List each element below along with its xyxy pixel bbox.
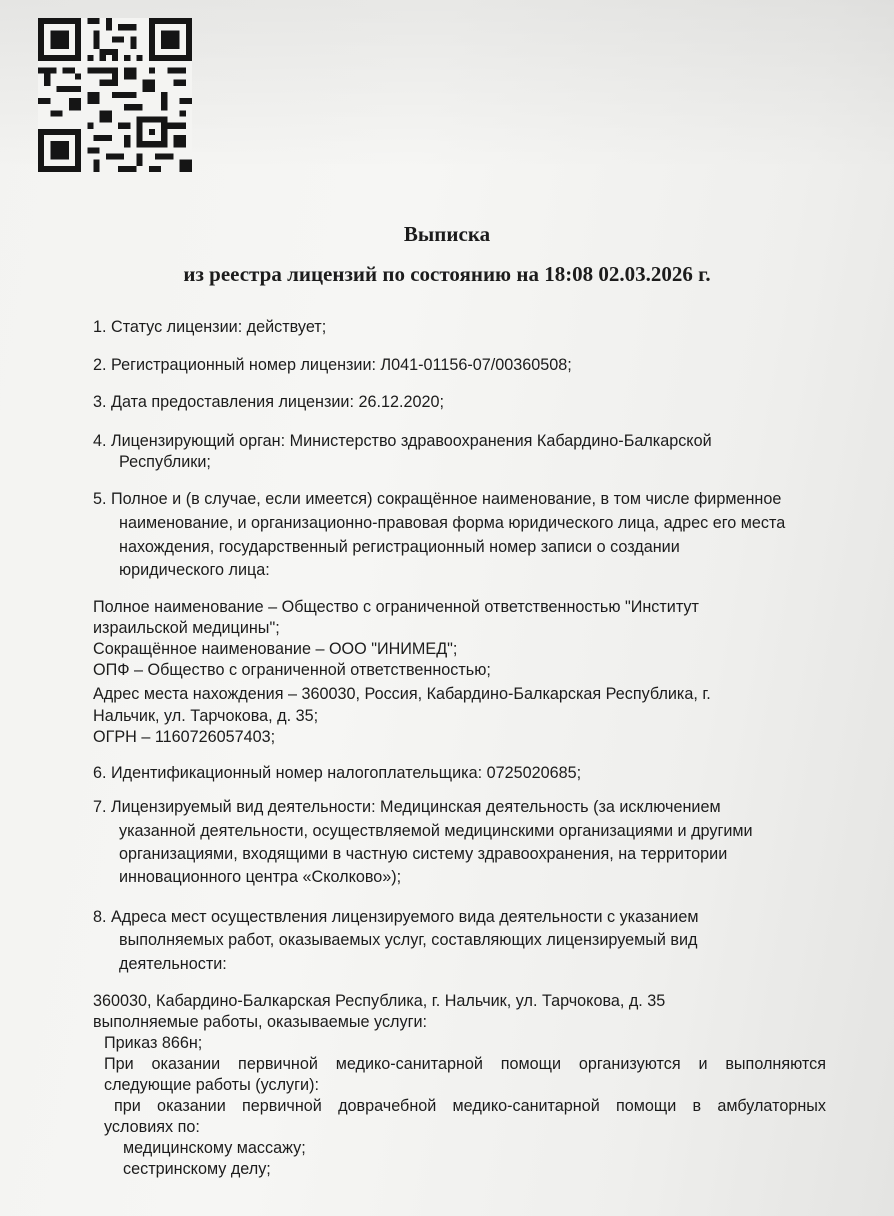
org-full-name-line-1: Полное наименование – Общество с ограниченной ответственностью "Институт (93, 598, 699, 616)
qr-code-icon (38, 18, 192, 172)
item-5-line-2: наименование, и организационно-правовая форма юридического лица, адрес его места (119, 514, 786, 532)
works-services-heading: выполняемые работы, оказываемые услуги: (93, 1013, 428, 1031)
item-7-line-2: указанной деятельности, осуществляемой медицинскими организациями и другими (119, 822, 753, 840)
document-title: Выписка (403, 222, 491, 246)
document-subtitle: из реестра лицензий по состоянию на 18:08 02.03.2026 г. (183, 262, 711, 286)
item-7-line-4: инновационного центра «Сколково»); (119, 868, 402, 886)
item-4-line-1: 4. Лицензирующий орган: Министерство здравоохранения Кабардино-Балкарской (93, 432, 712, 450)
item-7-line-1: 7. Лицензируемый вид деятельности: Медицинская деятельность (за исключением (93, 798, 721, 816)
item-5-line-3: нахождения, государственный регистрационный номер записи о создании (119, 538, 680, 556)
item-7-line-3: организациями, входящими в частную систему здравоохранения, на территории (119, 845, 728, 863)
org-address-line-2: Нальчик, ул. Тарчокова, д. 35; (93, 707, 319, 725)
item-4-line-2: Республики; (119, 453, 211, 471)
item-3-issue-date: 3. Дата предоставления лицензии: 26.12.2020; (93, 393, 444, 411)
item-8-line-3: деятельности: (119, 955, 227, 973)
service-nursing: сестринскому делу; (123, 1160, 271, 1178)
service-medical-massage: медицинскому массажу; (123, 1139, 306, 1157)
item-6-inn: 6. Идентификационный номер налогоплательщика: 0725020685; (93, 764, 582, 782)
prehospital-care-line-2: условиях по: (104, 1118, 200, 1136)
item-2-registration-number: 2. Регистрационный номер лицензии: Л041-01156-07/00360508; (93, 356, 572, 374)
org-address-line-1: Адрес места нахождения – 360030, Россия, Кабардино-Балкарская Республика, г. (93, 685, 711, 703)
primary-care-line-1: При оказании первичной медико-санитарной помощи организуются и выполняются (104, 1055, 826, 1073)
item-8-line-1: 8. Адреса мест осуществления лицензируемого вида деятельности с указанием (93, 908, 699, 926)
primary-care-line-2: следующие работы (услуги): (104, 1076, 319, 1094)
org-short-name: Сокращённое наименование – ООО "ИНИМЕД"; (93, 640, 458, 658)
activity-address: 360030, Кабардино-Балкарская Республика, г. Нальчик, ул. Тарчокова, д. 35 (93, 992, 666, 1010)
prehospital-care-line-1: при оказании первичной доврачебной медико-санитарной помощи в амбулаторных (114, 1097, 826, 1115)
org-legal-form: ОПФ – Общество с ограниченной ответственностью; (93, 661, 491, 679)
order-number: Приказ 866н; (104, 1034, 203, 1052)
org-full-name-line-2: израильской медицины"; (93, 619, 280, 637)
item-8-line-2: выполняемых работ, оказываемых услуг, составляющих лицензируемый вид (119, 931, 698, 949)
org-ogrn: ОГРН – 1160726057403; (93, 728, 276, 746)
item-5-line-1: 5. Полное и (в случае, если имеется) сокращённое наименование, в том числе фирменное (93, 490, 782, 508)
item-5-line-4: юридического лица: (119, 561, 270, 579)
item-1-license-status: 1. Статус лицензии: действует; (93, 318, 327, 336)
